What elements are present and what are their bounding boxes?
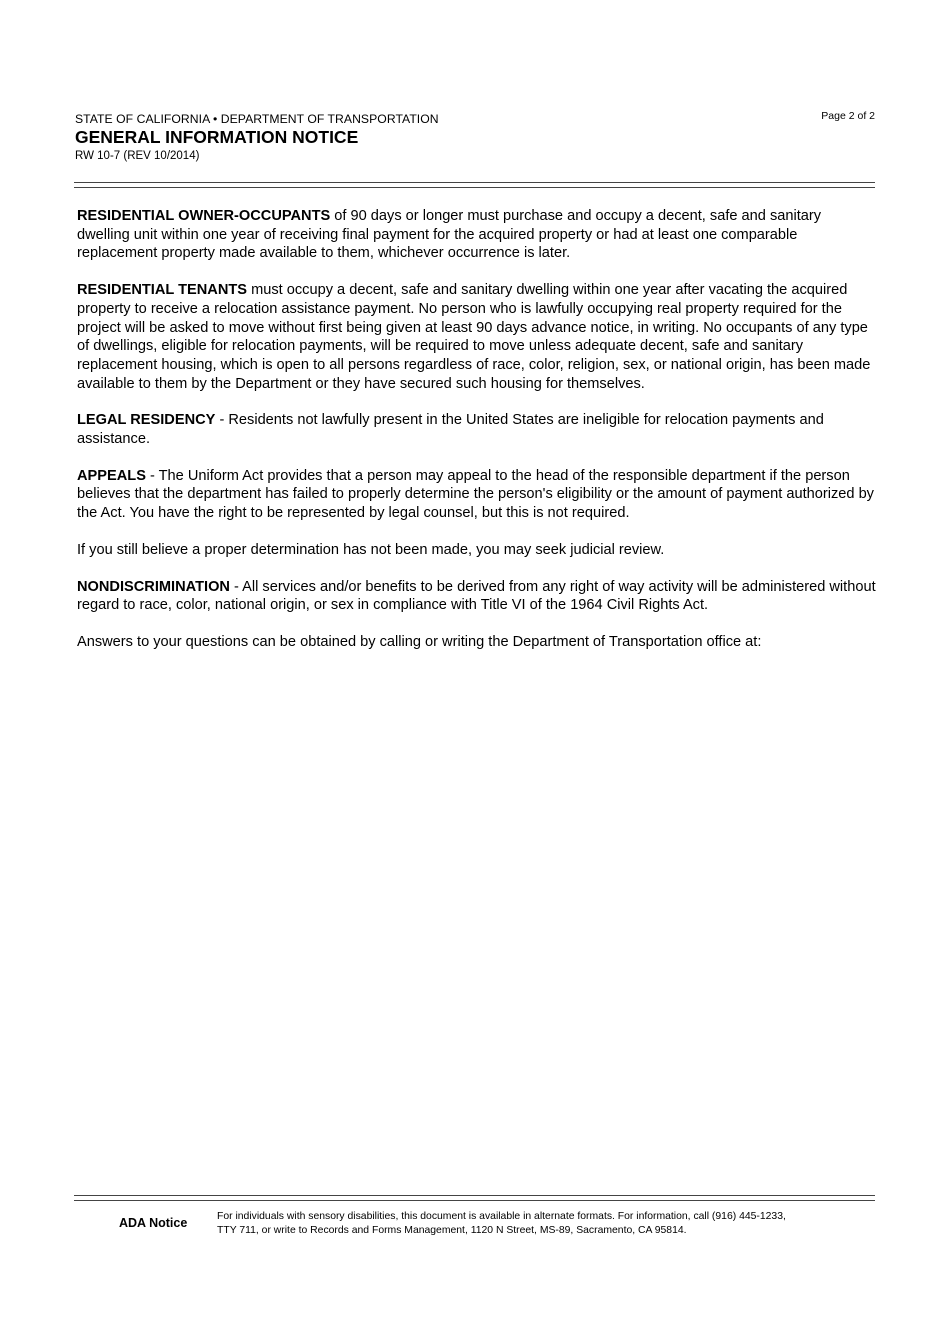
header-divider [74,182,875,188]
legal-residency-paragraph [77,411,877,448]
legal-residency-heading: LEGAL RESIDENCY [77,412,216,429]
agency-line: STATE OF CALIFORNIA • DEPARTMENT OF TRANSPORTATION [75,112,439,126]
appeals-text: - The Uniform Act provides that a person may appeal to the head of the responsible department if the person believes that the department has failed to properly determine the person's eligibility or the amount of payment authorized by the Act. You have the right to be represented by legal counsel, but this is not required. [77,467,874,522]
answers-paragraph: Answers to your questions can be obtained by calling or writing the Department of Transportation office at: [77,633,762,650]
legal-residency-text: - Residents not lawfully present in the United States are ineligible for relocation payments and assistance. [77,412,824,448]
nondiscrimination-heading: NONDISCRIMINATION [77,578,230,595]
tenants-paragraph [77,281,877,393]
tenants-text: must occupy a decent, safe and sanitary dwelling within one year after vacating the acquired property to receive a relocation assistance payment. No person who is lawfully occupying real property required for the project will be asked to move without first being given at least 90 days advance notice, in writing. No occupants of any type of dwellings, eligible for relocation payments, will be required to move unless adequate decent, safe and sanitary replacement housing, which is open to all persons regardless of race, color, religion, sex, or national origin, has been made available to them by the Department or they have secured such housing for themselves. [77,282,871,392]
form-number: RW 10-7 (REV 10/2014) [75,150,200,162]
nondiscrimination-paragraph [77,578,877,615]
owner-occupants-paragraph [77,207,877,263]
ada-notice-label: ADA Notice [119,1216,188,1230]
ada-notice-line-2: TTY 711, or write to Records and Forms Management, 1120 N Street, MS-89, Sacramento, CA 95814. [217,1225,687,1236]
appeals-paragraph [77,467,877,523]
footer-divider [74,1195,875,1201]
judicial-review-paragraph: If you still believe a proper determination has not been made, you may seek judicial review. [77,541,665,558]
tenants-heading: RESIDENTIAL TENANTS [77,282,248,299]
ada-notice [75,1210,875,1250]
document-header [75,112,875,163]
owner-occupants-heading: RESIDENTIAL OWNER-OCCUPANTS [77,208,331,224]
document-title: GENERAL INFORMATION NOTICE [75,127,359,147]
appeals-heading: APPEALS [77,467,146,484]
nondiscrimination-text: - All services and/or benefits to be derived from any right of way activity will be administered without regard to race, color, national origin, or sex in compliance with Title VI of the 1964 Civil Rights Act. [77,578,876,614]
notice-body [77,207,877,670]
ada-notice-line-1: For individuals with sensory disabilities, this document is available in alternate formats. For information, call (916) 445-1233, [217,1211,786,1222]
page-number: Page 2 of 2 [821,110,875,122]
owner-occupants-text: of 90 days or longer must purchase and occupy a decent, safe and sanitary dwelling unit within one year of receiving final payment for the acquired property or had at least one comparable replacement property made available to them, whichever occurrence is later. [77,208,822,262]
ada-notice-text [217,1210,857,1238]
